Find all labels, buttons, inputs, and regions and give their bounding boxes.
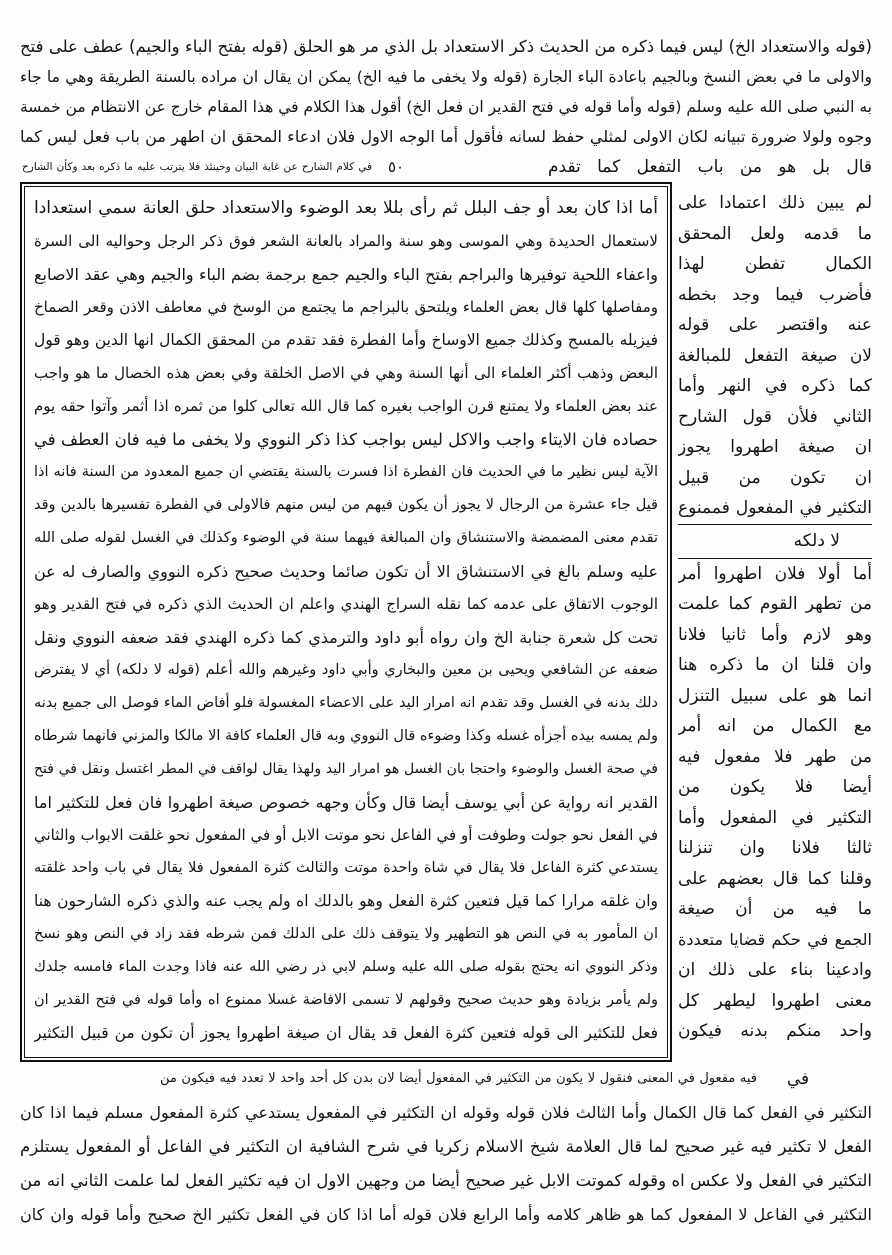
margin-note-line: من تطهر القوم كما علمت: [678, 594, 872, 614]
margin-note-line: التكثير في المفعول فممنوع: [678, 498, 872, 518]
main-text-line: في الفعل نحو جولت وطوفت أو في الفاعل نحو موتت الابل أو في المفعول نحو غلقت الابواب والثاني: [34, 826, 658, 844]
margin-note-line: انما هو على سبيل التنزل: [678, 685, 872, 706]
top-last-line: [20, 152, 872, 182]
top-block: [20, 32, 872, 182]
main-text-line: ومفاصلها كلها قال بعض العلماء ويلتحق بالبراجم ما يجتمع من الوسخ في معاطف الاذن وقعر الصماخ: [34, 298, 658, 316]
margin-note-line: كما ذكره في النهر وأما: [678, 376, 872, 396]
main-text-line: يستدعي كثرة الفاعل فلا يقال في شاة واحدة موتت والثالث كثرة المفعول فلا يقال في باب واحد غلقته: [34, 860, 658, 876]
top-text-line-left-part: في كلام الشارح عن غاية البيان وحينئذ فلا يترتب عليه ما ذكره بعد وكأن الشارح: [22, 161, 372, 173]
margin-note-line: ان تكون من قبيل: [678, 467, 872, 488]
margin-note-line: لم يبين ذلك اعتمادا على: [678, 193, 872, 213]
top-text-line: وجوه ولولا ضرورة تبيانه لكان الاولى لمثلي حفظ لسانه فأقول أما الوجه الاول فلان ادعاء المحقق ان اطهر من باب فعل ليس كما: [20, 127, 872, 146]
margin-note-line: ما قدمه ولعل المحقق: [678, 223, 872, 244]
bottom-text-line: التكثير في الفعل ولا عكس اه وقوله كموتت الابل غير صحيح أيضا من وجهين الاول ان فيه تكثير الفعل لما علمت الثاني انه من: [20, 1171, 872, 1190]
margin-note-line: وان قلنا ان ما ذكره هنا: [678, 655, 872, 675]
margin-note-line: لان صيغة التفعل للمبالغة: [678, 345, 872, 366]
margin-note-line: من طهر فلا مفعول فيه: [678, 746, 872, 767]
bottom-text-line: التكثير في الفاعل لا المفعول كما هو ظاهر كلامه وأما الرابع فلان قوله أما اذا كان في الفعل تكثير الخ صحيح وأما قوله وان كان: [20, 1205, 872, 1224]
main-text-line: ضعفه عن الشافعي ويحيى بن معين والبخاري وأبي داود وغيرهم والله أعلم (قوله لا دلكه) أي لا يفترض: [34, 662, 658, 678]
margin-note-line: الجمع في حكم قضايا متعددة: [678, 929, 872, 949]
main-text-line: في صحة الغسل والوضوء واحتجا بان الغسل هو امرار اليد ولهذا يقال لواقف في المطر اغتسل ونقل في فتح: [34, 761, 658, 777]
main-text-line: واعفاء اللحية توفيرها والبراجم بفتح الباء والجيم جمع برجمة بضم الباء والجيم وهي عقد الاصابع: [34, 265, 658, 284]
main-text-line: تقدم معنى المضمضة والاستنشاق وان المبالغة فيهما سنة في الوضوء وكذلك في الغسل لقوله صلى الله: [34, 530, 658, 546]
margin-note-line: وقلنا كما قال بعضهم على: [678, 868, 872, 889]
margin-note-line: وادعينا بناء على ذلك ان: [678, 960, 872, 980]
main-text-line: وان غلقه مرارا كما قيل فتعين كثرة الفعل وهو بالدلك اه ولم يجب عنه والذي ذكره الشارحون هنا: [34, 892, 658, 910]
margin-note-line: ان صيغة اطهروا يجوز: [678, 437, 872, 457]
margin-note-line: أيضا فلا يكون من: [678, 777, 872, 797]
margin-note-line: التكثير في المفعول وأما: [678, 807, 872, 828]
margin-note-line: معنى اطهروا ليطهر كل: [678, 990, 872, 1011]
top-text-line: به النبي صلى الله عليه وسلم (قوله وأما قوله في فتح القدير ان فعل الخ) أقول هذا الكلام في هذا المقام خارج عن الانتظام من خمسة: [20, 98, 872, 116]
main-text-line: القدير انه رواية عن أبي يوسف أيضا قال وكأن وجهه خصوص صيغة اطهروا فان فعل للتكثير اما: [34, 793, 658, 812]
main-text-box: [20, 182, 672, 1062]
bottom-text-line: الفعل لا تكثير فيه غير صحيح لما قال العلامة شيخ الاسلام زكريا في شرح الشافية ان التكثير في الفاعل أو المفعول يستلزم: [20, 1137, 872, 1156]
main-text-line: وذكر النووي انه يحتج بقوله صلى الله عليه وسلم لابي ذر رضي الله عنه فاذا وجدت الماء فامسه جلدك: [34, 959, 658, 975]
main-text-line: عليه وسلم بالغ في الاستنشاق الا أن تكون صائما وحديث صحيح ذكره النووي والصارف له عن: [34, 562, 658, 581]
margin-note-line: ثالثا فلانا وان تنزلنا: [678, 838, 872, 858]
margin-note-line: عنه واقتصر على قوله: [678, 315, 872, 335]
margin-heading: لا دلكه: [793, 530, 840, 551]
main-text-line: عند بعض العلماء ولا يمتنع قرن الواجب بغيره كما قال الله تعالى كلوا من ثمره اذا أثمر وآتوا حقه يوم: [34, 397, 658, 415]
margin-note-line: وهو لازم وأما ثانيا فلانا: [678, 624, 872, 645]
margin-lines-before: [678, 188, 872, 524]
margin-note-line: الثاني فلأن قول الشارح: [678, 406, 872, 427]
top-text-line: (قوله والاستعداد الخ) ليس فيما ذكره من الحديث ذكر الاستعداد بل الذي مر هو الحلق (قوله بفتح الباء والجيم) عطف على فتح: [20, 37, 872, 56]
main-text-line: الوجوب الاتفاق على عدمه كما نقله السراج الهندي واعلم ان الحديث الذي ذكره في فتح القدير وهو: [34, 595, 658, 613]
main-text-line: دلك بدنه في الغسل وقد تقدم انه امرار اليد على الاعضاء المغسولة فلو أفاض الماء فوصل الى جميع بدنه: [34, 695, 658, 711]
bottom-text-line: التكثير في الفعل كما قال الكمال وأما الثالث فلان قوله وقوله ان التكثير في المفعول يستدعي كثرة المفعول مسلم فيما اذا كان: [20, 1103, 872, 1122]
main-text-line: أما اذا كان بعد أو جف البلل ثم رأى بللا بعد الوضوء والاستعداد حلق العانة سمي استعدادا: [34, 198, 658, 218]
margin-note-line: فأضرب فيما وجد بخطه: [678, 284, 872, 305]
main-text-line: فعل للتكثير الى قوله فتعين كثرة الفعل قد يقال ان صيغة اطهروا يجوز أن تكون من قبيل التكثير: [34, 1024, 658, 1042]
margin-note-line: مع الكمال من انه أمر: [678, 716, 872, 736]
main-text-line: الآية ليس نظير ما في الحديث فان الفطرة اذا فسرت بالسنة يقتضي ان جميع المعدود من السنة فانه اذا: [34, 464, 658, 480]
bottom-block: [20, 1062, 872, 1232]
main-text-line: حصاده فان الايتاء واجب والاكل ليس بواجب كذا ذكر النووي ولا يخفى ما فيه فان العطف في: [34, 430, 658, 449]
margin-note-line: الكمال تفطن لهذا: [678, 254, 872, 274]
main-text-line: تحت كل شعرة جنابة الخ وان رواه أبو داود والترمذي كما ذكره الهندي فقد ضعفه النووي ونقل: [34, 628, 658, 647]
bottom-first-line: [20, 1062, 872, 1096]
main-text-line: ولم يأمر بزيادة وهو حديث صحيح وقولهم لا تسمى الافاضة غسلا ممنوع اه وأما قوله في فتح القدير ان: [34, 992, 658, 1008]
main-text-line: فيزيله بالمسح وكذلك جميع الاوساخ وأما الفطرة فقد تقدم من المحقق الكمال انها الدين وهو قول: [34, 331, 658, 349]
page-number: ٥٠: [387, 158, 405, 176]
top-text-line-right-part: قال بل هو من باب التفعل كما تقدم: [548, 157, 872, 177]
margin-column: [678, 188, 872, 1047]
main-text-line: ان المأمور به في النص هو التطهير ولا يتوقف ذلك على الدلك فمن شرطه فقد زاد في النص وهو نسخ: [34, 926, 658, 942]
margin-note-line: ما فيه من أن صيغة: [678, 899, 872, 919]
main-text-line: قيل جاء عشرة من الرجال لا يجوز أن يكون فيهم من ليس منهم فالاولى في الفطرة تفسيرها بالدين وقد: [34, 497, 658, 513]
main-text-line: البعض وذهب أكثر العلماء الى أنها السنة وهي في الاصل الخلقة وفي بعض هذه الخصال ما هو واجب: [34, 364, 658, 382]
margin-note-line: واحد منكم بدنه فيكون: [678, 1021, 872, 1041]
main-text-line: لاستعمال الحديدة وهي الموسى وهو سنة والمراد بالعانة الشعر فوق ذكر الرجل وحواليه الى السرة: [34, 232, 658, 250]
top-lines: [20, 32, 872, 152]
margin-note-line: أما أولا فلان اطهروا أمر: [678, 563, 872, 584]
main-lines: [34, 192, 658, 1050]
bottom-lines: [20, 1096, 872, 1232]
top-text-line: والاولى ما في بعض النسخ وبالجيم باعادة الباء الجارة (قوله ولا يخفى ما فيه الخ) يمكن ان يقال ان مراده بالسنة الطريقة وهي ما جاء: [20, 68, 872, 86]
bottom-text-line: فيه مفعول في المعنى فنقول لا يكون من التكثير في المفعول أيضا لان بدن كل أحد واحد لا تعدد فيه فيكون من: [160, 1071, 757, 1086]
margin-lines-after: [678, 559, 872, 1047]
main-text-line: ولم يمسه بيده أجزأه غسله وكذا وضوءه قال النووي وبه قال العلماء كافة الا مالكا والمزني فانهما شرطاه: [34, 728, 658, 744]
catchword: في: [786, 1069, 810, 1089]
